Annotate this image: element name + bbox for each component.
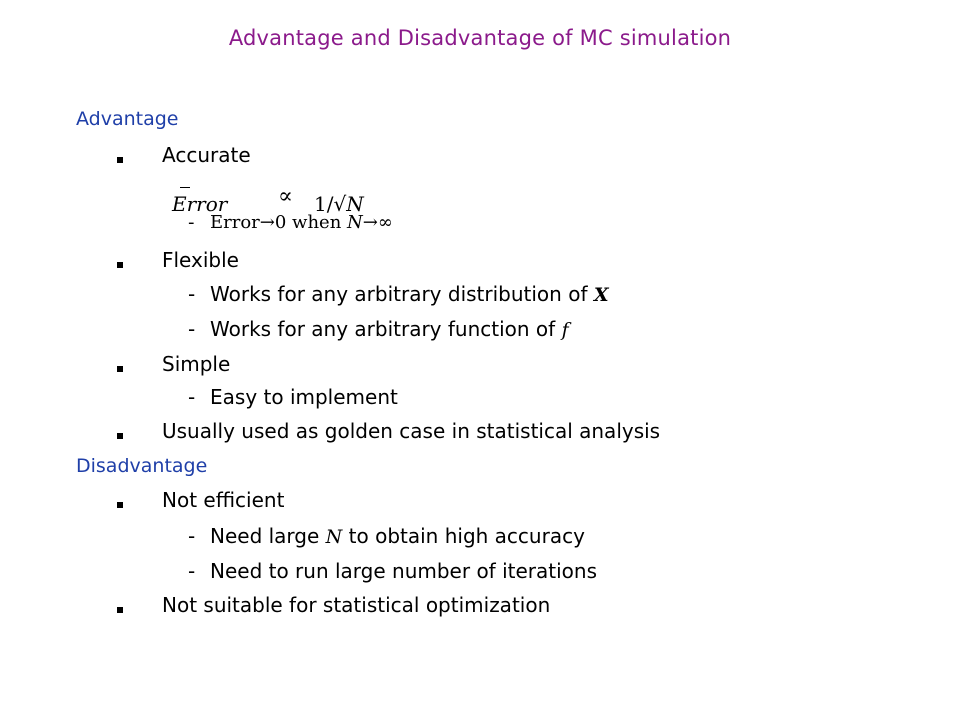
error-limit-prefix: Error→0 when bbox=[210, 212, 348, 233]
bullet-flexible bbox=[117, 262, 123, 268]
efficient-item-large-n bbox=[210, 524, 585, 548]
bullet-accurate bbox=[117, 157, 123, 163]
var-x: X bbox=[593, 284, 609, 306]
dash: - bbox=[188, 559, 196, 583]
dash: - bbox=[188, 282, 196, 306]
dash: - bbox=[188, 385, 196, 409]
efficient-item-iterations: Need to run large number of iterations bbox=[210, 559, 597, 583]
formula-one-over: 1/ bbox=[314, 192, 334, 216]
formula-error: Error bbox=[172, 192, 228, 216]
proportional-symbol: ∝ bbox=[278, 184, 293, 209]
simple-label: Simple bbox=[162, 352, 231, 376]
advantage-heading: Advantage bbox=[76, 108, 179, 130]
var-n: N bbox=[325, 526, 343, 548]
dash: - bbox=[188, 524, 196, 548]
flexible-item1-text: Works for any arbitrary distribution of bbox=[210, 282, 594, 306]
disadvantage-heading: Disadvantage bbox=[76, 455, 208, 477]
bullet-simple bbox=[117, 366, 123, 372]
error-limit-text bbox=[210, 212, 393, 233]
golden-case-label: Usually used as golden case in statistical analysis bbox=[162, 419, 661, 443]
var-f: f bbox=[561, 319, 569, 341]
slide-title: Advantage and Disadvantage of MC simulation bbox=[228, 26, 732, 50]
flexible-item2-text: Works for any arbitrary function of bbox=[210, 317, 562, 341]
formula-n: N bbox=[346, 192, 364, 216]
sqrt-symbol: √ bbox=[333, 192, 347, 216]
error-overbar bbox=[180, 187, 190, 188]
bullet-golden bbox=[117, 433, 123, 439]
bullet-suitable bbox=[117, 607, 123, 613]
flexible-item-distribution bbox=[210, 282, 609, 306]
bullet-efficient bbox=[117, 502, 123, 508]
efficient-item1-pre: Need large bbox=[210, 524, 326, 548]
efficient-item1-post: to obtain high accuracy bbox=[342, 524, 585, 548]
simple-item-implement: Easy to implement bbox=[210, 385, 398, 409]
accurate-label: Accurate bbox=[162, 143, 251, 167]
dash: - bbox=[188, 317, 196, 341]
flexible-label: Flexible bbox=[162, 248, 239, 272]
not-efficient-label: Not efficient bbox=[162, 488, 285, 512]
dash: - bbox=[188, 212, 195, 233]
flexible-item-function bbox=[210, 317, 569, 341]
not-suitable-label: Not suitable for statistical optimization bbox=[162, 593, 551, 617]
error-limit-suffix: →∞ bbox=[362, 212, 393, 233]
error-limit-n: N bbox=[347, 212, 363, 233]
